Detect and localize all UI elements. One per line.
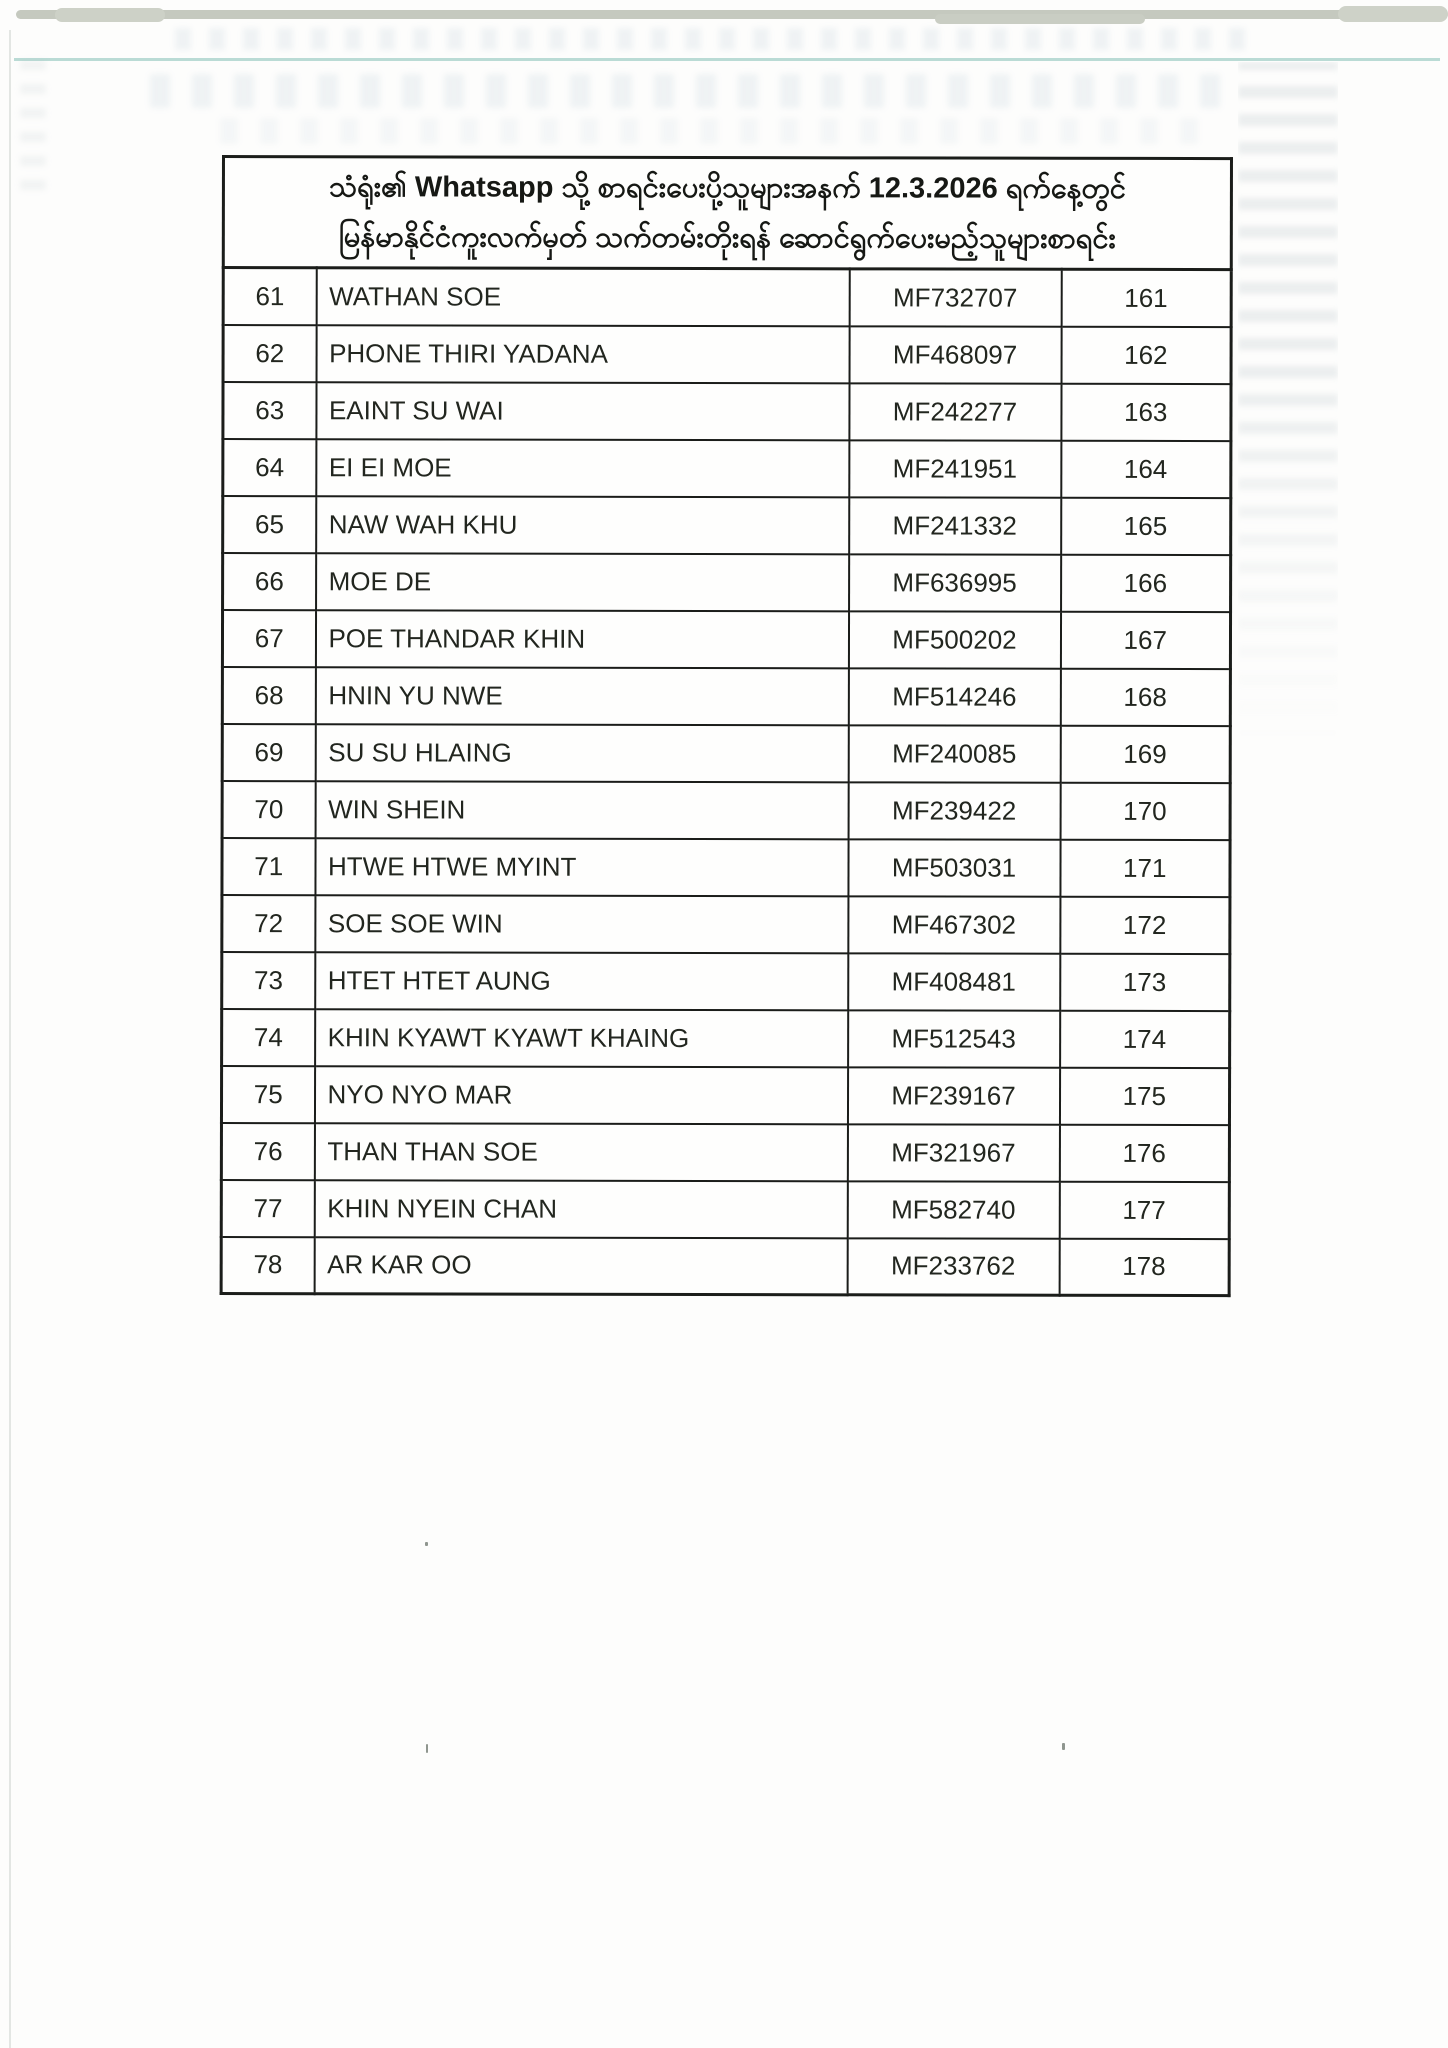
name-cell: NYO NYO MAR [314, 1066, 847, 1124]
serial-number-cell: 174 [1060, 1010, 1230, 1067]
row-number-cell: 69 [222, 724, 315, 781]
name-cell: SOE SOE WIN [315, 895, 848, 953]
passport-number-cell: MF500202 [848, 611, 1060, 668]
table-row [222, 610, 1230, 669]
row-number-cell: 61 [223, 268, 316, 325]
passport-number-cell: MF408481 [848, 953, 1060, 1010]
name-cell: SU SU HLAING [315, 724, 848, 782]
row-number-cell: 62 [223, 325, 316, 382]
table-row [223, 553, 1231, 612]
row-number-cell: 65 [223, 496, 316, 553]
row-number-cell: 70 [222, 781, 315, 838]
table-row [222, 667, 1230, 726]
name-cell: PHONE THIRI YADANA [316, 325, 849, 383]
serial-number-cell: 172 [1060, 896, 1230, 953]
serial-number-cell: 164 [1061, 440, 1231, 497]
passport-number-cell: MF468097 [849, 326, 1061, 383]
serial-number-cell: 162 [1061, 326, 1231, 383]
table-row [222, 952, 1230, 1011]
scanner-edge-bar-left [55, 8, 165, 22]
row-number-cell: 67 [222, 610, 315, 667]
name-cell: HTWE HTWE MYINT [315, 838, 848, 896]
table-row [223, 325, 1231, 384]
serial-number-cell: 178 [1059, 1238, 1229, 1295]
passport-number-cell: MF732707 [849, 269, 1061, 326]
passport-number-cell: MF241332 [849, 497, 1061, 554]
scanner-edge-bar-dip [935, 14, 1145, 24]
passport-number-cell: MF467302 [848, 896, 1060, 953]
bleedthrough-strip-right [1238, 62, 1338, 742]
table-row [223, 496, 1231, 555]
name-cell: HNIN YU NWE [315, 667, 848, 725]
row-number-cell: 77 [221, 1180, 314, 1237]
serial-number-cell: 166 [1061, 554, 1231, 611]
page-left-edge-line [9, 30, 11, 2048]
name-cell: MOE DE [316, 553, 849, 611]
serial-number-cell: 173 [1060, 953, 1230, 1010]
passport-number-cell: MF239167 [847, 1067, 1059, 1124]
table-row [221, 1066, 1229, 1125]
row-number-cell: 74 [222, 1009, 315, 1066]
table-row [222, 724, 1230, 783]
name-cell: AR KAR OO [314, 1237, 847, 1295]
bleedthrough-band [220, 118, 1220, 144]
table-row [221, 1237, 1229, 1296]
row-number-cell: 76 [221, 1123, 314, 1180]
serial-number-cell: 170 [1060, 782, 1230, 839]
serial-number-cell: 169 [1060, 725, 1230, 782]
table-row [222, 781, 1230, 840]
row-number-cell: 63 [223, 382, 316, 439]
passport-number-cell: MF582740 [847, 1181, 1059, 1238]
table-row [222, 895, 1230, 954]
serial-number-cell: 167 [1060, 611, 1230, 668]
teal-scan-line [14, 58, 1440, 61]
row-number-cell: 78 [221, 1237, 314, 1294]
passport-number-cell: MF242277 [849, 383, 1061, 440]
table-row [223, 382, 1231, 441]
serial-number-cell: 175 [1059, 1067, 1229, 1124]
bleedthrough-band [150, 74, 1240, 108]
row-number-cell: 73 [222, 952, 315, 1009]
scanner-edge-bar-right [1338, 6, 1448, 22]
table-body [221, 268, 1231, 1296]
row-number-cell: 71 [222, 838, 315, 895]
serial-number-cell: 171 [1060, 839, 1230, 896]
ink-speck [426, 1744, 428, 1753]
row-number-cell: 72 [222, 895, 315, 952]
table-row [222, 1009, 1230, 1068]
ink-speck [1062, 1743, 1065, 1750]
passport-number-cell: MF514246 [848, 668, 1060, 725]
table-title-row [223, 157, 1231, 270]
table-row [221, 1180, 1229, 1239]
name-cell: EI EI MOE [316, 439, 849, 497]
name-cell: THAN THAN SOE [314, 1123, 847, 1181]
table-title-line1: သံရုံး၏ Whatsapp သို့ စာရင်းပေးပို့သူများအနက် 12.3.2026 ရက်နေ့တွင် [328, 171, 1126, 205]
passport-number-cell: MF636995 [849, 554, 1061, 611]
table-row [223, 439, 1231, 498]
bleedthrough-strip-left [20, 60, 46, 190]
serial-number-cell: 168 [1060, 668, 1230, 725]
passport-number-cell: MF233762 [847, 1238, 1059, 1295]
row-number-cell: 66 [223, 553, 316, 610]
table-row [221, 1123, 1229, 1182]
name-cell: WIN SHEIN [315, 781, 848, 839]
passport-number-cell: MF512543 [848, 1010, 1060, 1067]
passport-number-cell: MF503031 [848, 839, 1060, 896]
serial-number-cell: 161 [1061, 269, 1231, 326]
serial-number-cell: 176 [1059, 1124, 1229, 1181]
name-cell: KHIN KYAWT KYAWT KHAING [315, 1009, 848, 1067]
name-cell: WATHAN SOE [316, 268, 849, 326]
scanner-edge-bar [16, 10, 1448, 19]
passport-number-cell: MF240085 [848, 725, 1060, 782]
row-number-cell: 75 [221, 1066, 314, 1123]
row-number-cell: 68 [222, 667, 315, 724]
name-cell: EAINT SU WAI [316, 382, 849, 440]
passport-number-cell: MF239422 [848, 782, 1060, 839]
serial-number-cell: 177 [1059, 1181, 1229, 1238]
table-title [223, 157, 1231, 270]
name-cell: HTET HTET AUNG [315, 952, 848, 1010]
row-number-cell: 64 [223, 439, 316, 496]
name-cell: NAW WAH KHU [316, 496, 849, 554]
table-row [222, 838, 1230, 897]
passport-number-cell: MF321967 [847, 1124, 1059, 1181]
passport-renewal-list-table [220, 155, 1233, 1297]
serial-number-cell: 163 [1061, 383, 1231, 440]
table-row [223, 268, 1231, 327]
bleedthrough-band [175, 28, 1255, 50]
name-cell: KHIN NYEIN CHAN [314, 1180, 847, 1238]
ink-speck [425, 1542, 428, 1546]
name-cell: POE THANDAR KHIN [315, 610, 848, 668]
passport-number-cell: MF241951 [849, 440, 1061, 497]
serial-number-cell: 165 [1061, 497, 1231, 554]
table-title-line2: မြန်မာနိုင်ငံကူးလက်မှတ် သက်တမ်းတိုးရန် ဆောင်ရွက်ပေးမည့်သူများစာရင်း [338, 221, 1116, 255]
